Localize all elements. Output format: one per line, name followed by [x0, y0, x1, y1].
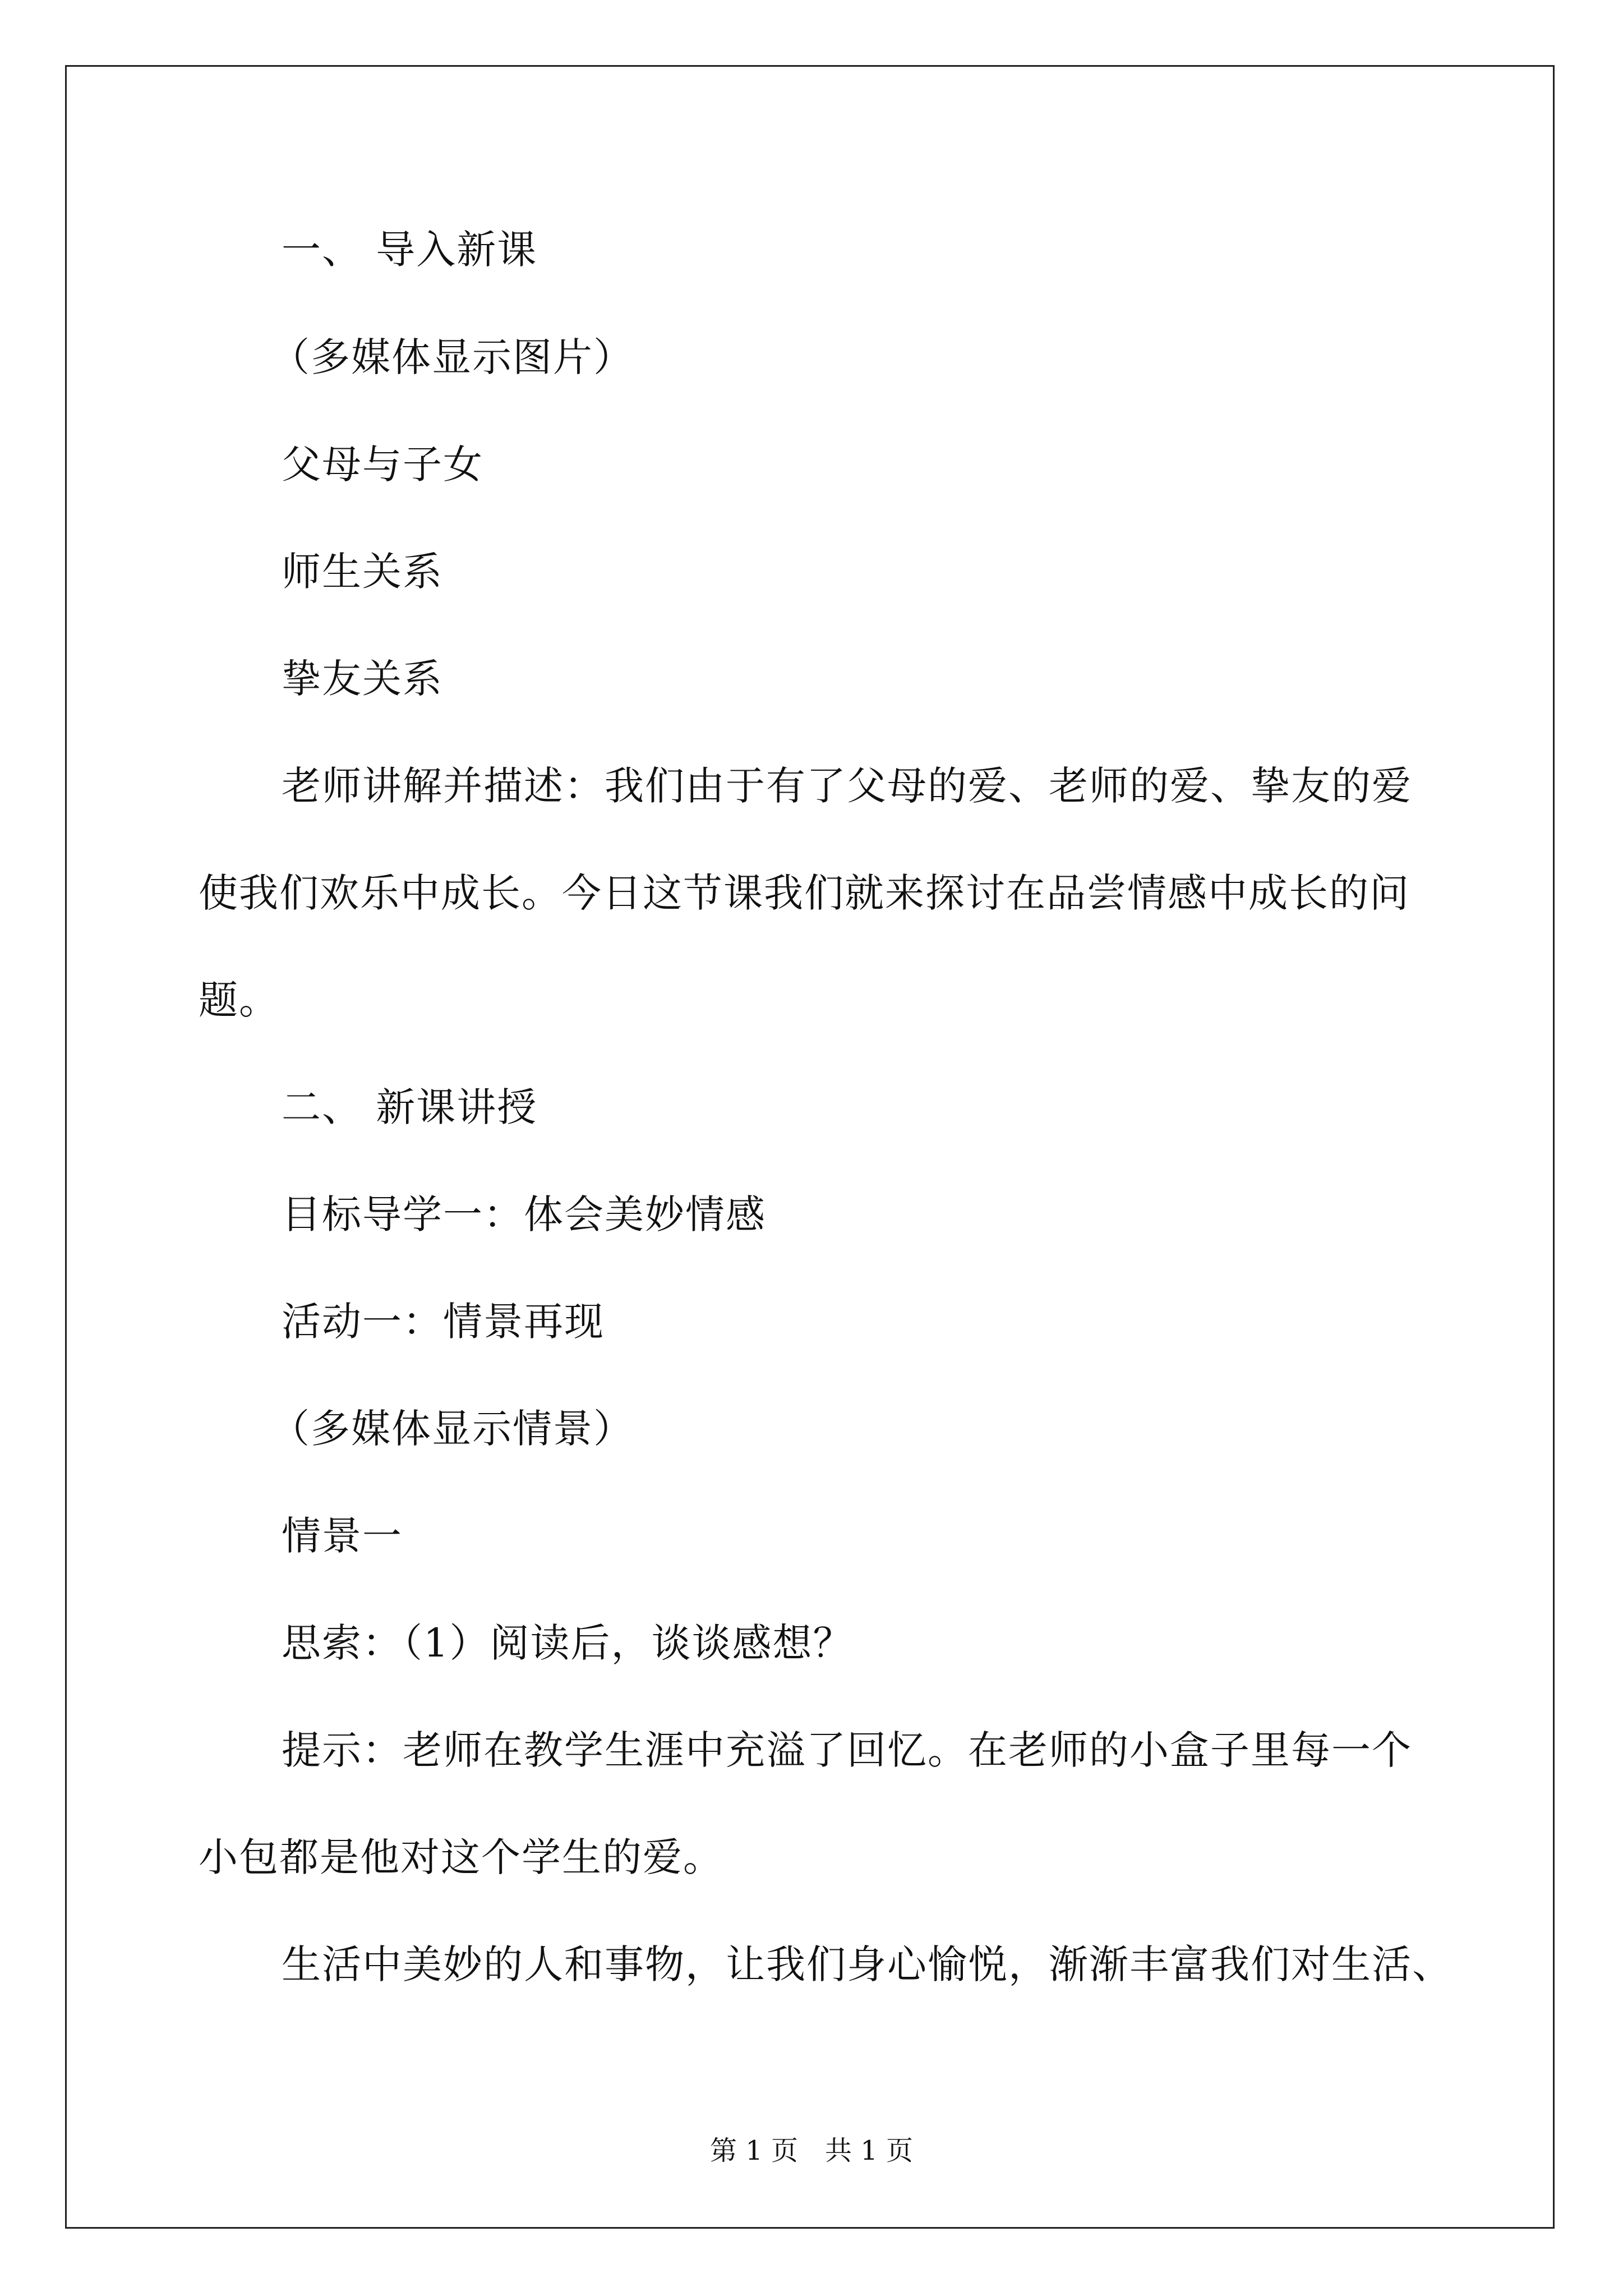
- paragraph-activity-one: 活动一：情景再现: [282, 1299, 605, 1345]
- paragraph-explain-line-2: 使我们欢乐中成长。今日这节课我们就来探讨在品尝情感中成长的问: [199, 870, 1410, 916]
- paragraph-life-line-1: 生活中美妙的人和事物，让我们身心愉悦，渐渐丰富我们对生活、: [282, 1941, 1453, 1987]
- paragraph-friends: 挚友关系: [282, 656, 443, 702]
- paragraph-explain-line-1: 老师讲解并描述：我们由于有了父母的爱、老师的爱、挚友的爱: [282, 763, 1412, 809]
- paragraph-media-scene: （多媒体显示情景）: [270, 1406, 634, 1452]
- paragraph-think: 思索：（1）阅读后，谈谈感想？: [282, 1620, 854, 1666]
- paragraph-explain-line-3: 题。: [199, 977, 279, 1023]
- paragraph-parents: 父母与子女: [282, 441, 483, 487]
- paragraph-scene-one: 情景一: [282, 1513, 403, 1559]
- page-border: [65, 65, 1555, 2229]
- paragraph-hint-line-2: 小包都是他对这个学生的爱。: [199, 1834, 723, 1880]
- heading-new-lesson: 二、 新课讲授: [282, 1084, 538, 1130]
- page-footer: 第 1 页 共 1 页: [709, 2135, 914, 2166]
- heading-intro: 一、 导入新课: [282, 227, 538, 273]
- paragraph-hint-line-1: 提示：老师在教学生涯中充溢了回忆。在老师的小盒子里每一个: [282, 1727, 1412, 1773]
- paragraph-goal-one: 目标导学一：体会美妙情感: [282, 1191, 766, 1237]
- paragraph-media-images: （多媒体显示图片）: [270, 334, 634, 380]
- paragraph-teacher-student: 师生关系: [282, 549, 443, 595]
